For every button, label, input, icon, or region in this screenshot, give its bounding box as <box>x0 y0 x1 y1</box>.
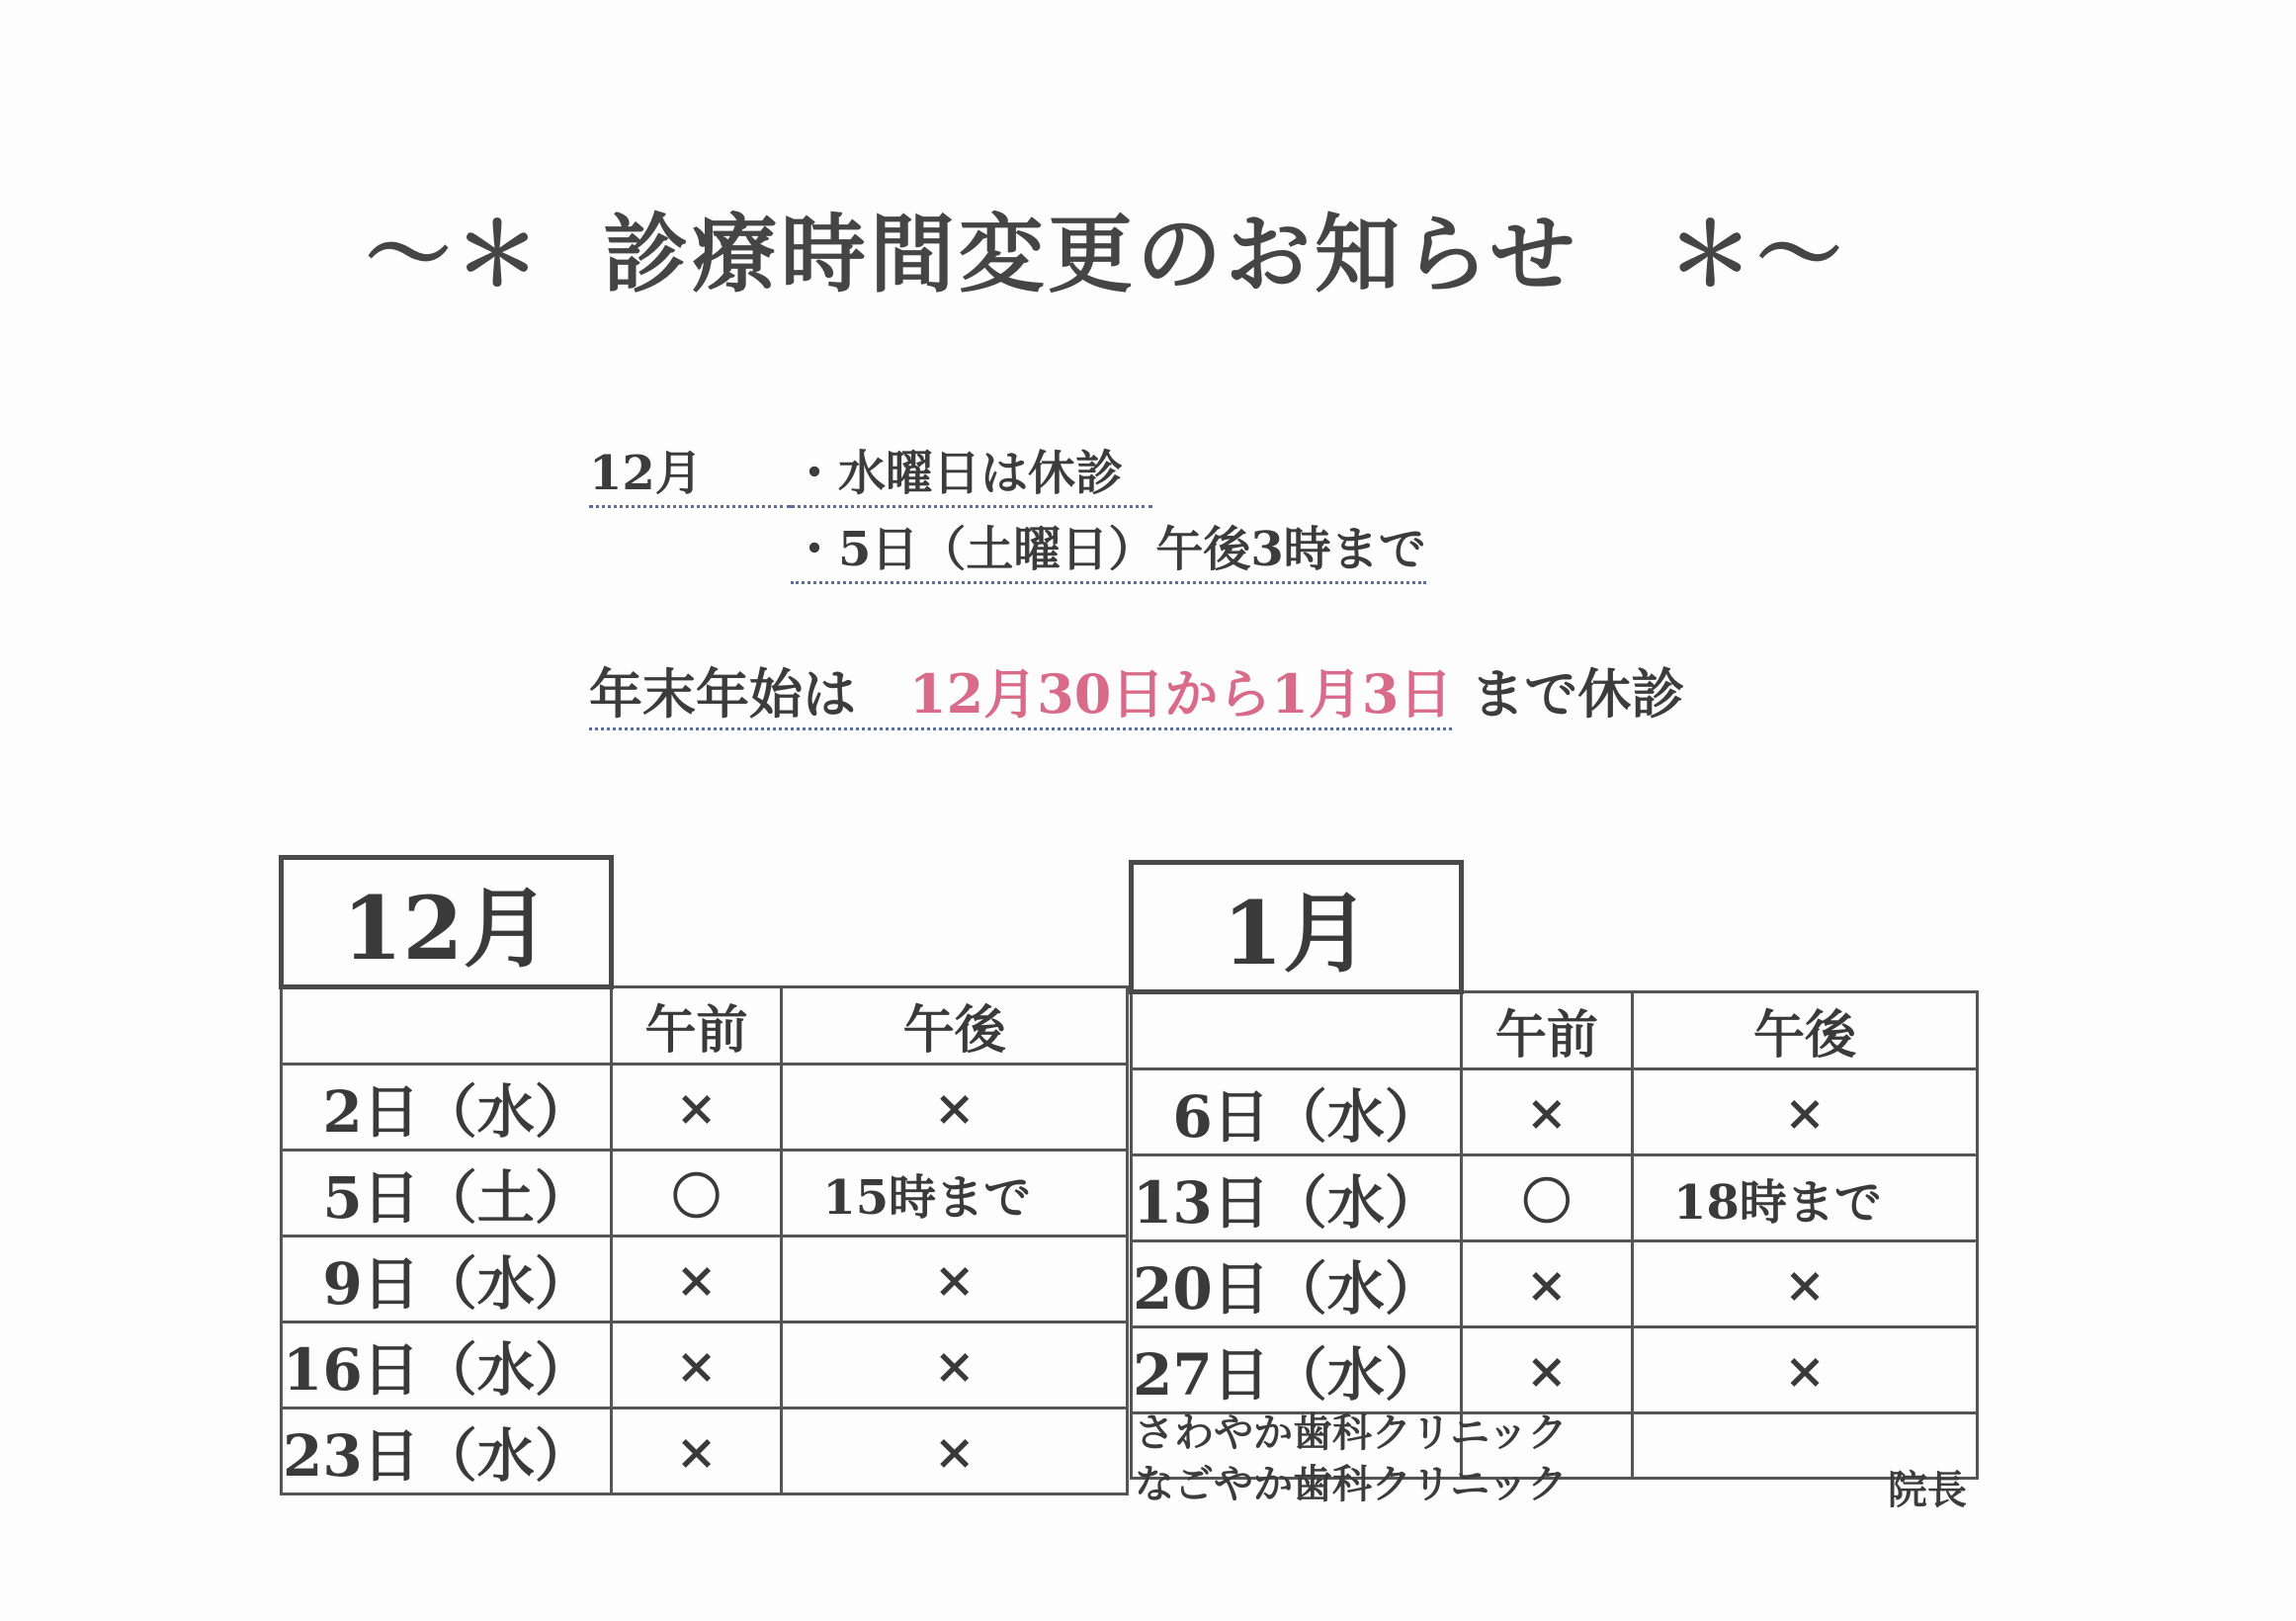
clinic-name-sawayaka: さわやか歯科クリニック <box>1135 1409 1568 1456</box>
month-spacer <box>1461 863 1977 992</box>
table-row <box>1132 1155 1978 1241</box>
table-row <box>1132 1069 1978 1155</box>
notice-line-wednesday: ・水曜日は休診 <box>791 435 1152 508</box>
holiday-prefix: 年末年始は <box>589 662 856 725</box>
row-morning: × <box>611 1408 782 1494</box>
row-date: 20日（水） <box>1132 1241 1462 1327</box>
row-date: 16日（水） <box>282 1322 612 1408</box>
header-blank-cell <box>282 987 612 1065</box>
row-morning: 〇 <box>1461 1155 1632 1241</box>
row-morning: × <box>611 1322 782 1408</box>
table-row <box>282 1408 1128 1494</box>
row-date: 23日（水） <box>282 1408 612 1494</box>
title-text: 診療時間変更のお知らせ <box>603 205 1579 304</box>
header-morning: 午前 <box>1461 992 1632 1069</box>
title-decoration-right: ＊～ <box>1667 205 1846 304</box>
december-schedule-table <box>279 855 1129 1495</box>
holiday-notice-underlined <box>589 662 1452 730</box>
row-afternoon: × <box>1633 1241 1978 1327</box>
row-afternoon: 15時まで <box>782 1151 1128 1237</box>
table-row <box>1132 1241 1978 1327</box>
row-morning: × <box>1461 1069 1632 1155</box>
row-afternoon: × <box>1633 1069 1978 1155</box>
director-signature: 院長 <box>1888 1467 1967 1513</box>
row-date: 27日（水） <box>1132 1327 1462 1413</box>
row-morning: × <box>611 1237 782 1322</box>
row-date: 2日（水） <box>282 1065 612 1151</box>
holiday-suffix: まで休診 <box>1471 662 1685 725</box>
title-decoration-left: ～＊ <box>366 205 544 304</box>
table-row <box>282 1237 1128 1322</box>
row-date: 9日（水） <box>282 1237 612 1322</box>
row-afternoon: × <box>782 1065 1128 1151</box>
january-month-label: 1月 <box>1132 863 1462 992</box>
page-title <box>366 193 1908 304</box>
month-spacer <box>611 858 1127 987</box>
row-morning: × <box>1461 1327 1632 1413</box>
clinic-name-nagoyaka: なごやか歯科クリニック <box>1135 1461 1568 1507</box>
row-date: 13日（水） <box>1132 1155 1462 1241</box>
table-row <box>282 1322 1128 1408</box>
row-afternoon: × <box>782 1408 1128 1494</box>
row-afternoon: × <box>1633 1327 1978 1413</box>
header-blank-cell <box>1132 992 1462 1069</box>
row-afternoon: × <box>782 1322 1128 1408</box>
row-date: 5日（土） <box>282 1151 612 1237</box>
row-morning: 〇 <box>611 1151 782 1237</box>
header-morning: 午前 <box>611 987 782 1065</box>
december-month-label: 12月 <box>282 858 612 987</box>
holiday-dates: 12月30日から1月3日 <box>909 662 1453 725</box>
header-afternoon: 午後 <box>1633 992 1978 1069</box>
row-afternoon: 18時まで <box>1633 1155 1978 1241</box>
row-afternoon: × <box>782 1237 1128 1322</box>
notice-month: 12月 <box>589 435 791 508</box>
row-date: 6日（水） <box>1132 1069 1462 1155</box>
table-row <box>1132 1327 1978 1413</box>
notice-line-saturday: ・5日（土曜日）午後3時まで <box>791 511 1426 584</box>
january-schedule-table <box>1129 860 1979 1480</box>
table-row <box>282 1151 1128 1237</box>
row-morning: × <box>1461 1241 1632 1327</box>
row-morning: × <box>611 1065 782 1151</box>
holiday-notice <box>589 652 1684 728</box>
table-row <box>282 1065 1128 1151</box>
header-afternoon: 午後 <box>782 987 1128 1065</box>
